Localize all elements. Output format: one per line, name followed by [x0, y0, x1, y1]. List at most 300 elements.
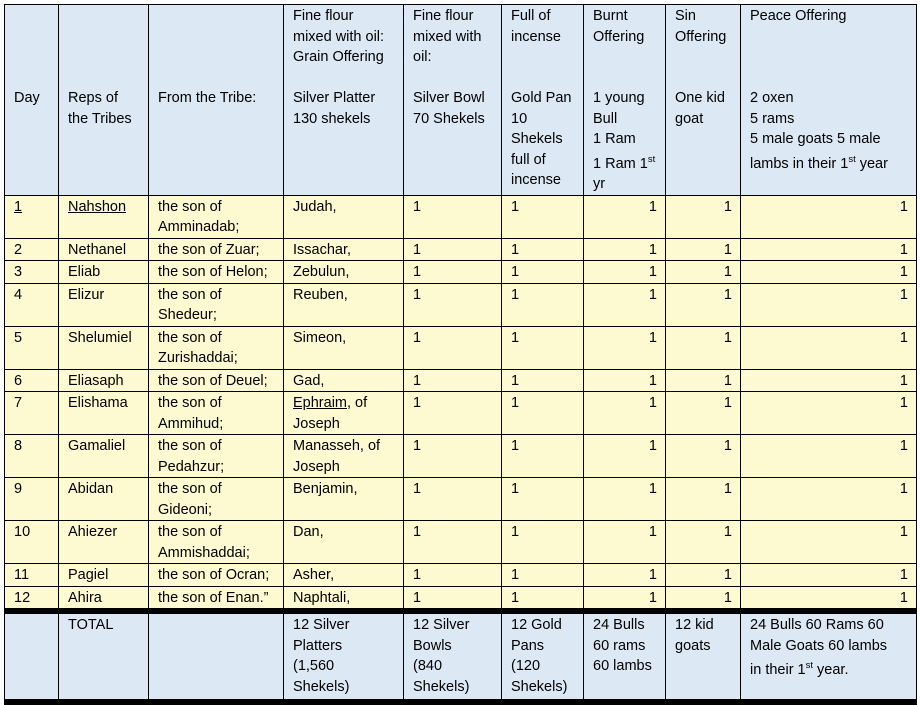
- cell-line: 1: [511, 395, 520, 411]
- cell-line: 1: [648, 567, 657, 583]
- incense-count-cell: [502, 195, 584, 238]
- bowl-count-cell: [404, 326, 502, 369]
- total-peace: 24 Bulls 60 Rams 60 Male Goats 60 lambs in their 1st year.: [741, 611, 917, 702]
- cell-line: [675, 47, 735, 68]
- son-of-cell: [149, 238, 284, 261]
- tribe-cell: [284, 564, 404, 587]
- cell-line: the son of Ocran;: [158, 567, 270, 583]
- rep-name-cell: [59, 521, 149, 564]
- cell-line: 1: [648, 241, 657, 258]
- day-number: 8: [14, 438, 23, 454]
- incense-count-cell: [502, 326, 584, 369]
- tribe-cell: [284, 369, 404, 392]
- offerings-table: [4, 4, 917, 705]
- total-sin: [666, 611, 741, 702]
- cell-line: Amminadab;: [158, 219, 240, 235]
- cell-line: Dan,: [293, 524, 324, 540]
- burnt-count-cell: [584, 261, 666, 284]
- day-number: 5: [14, 329, 23, 346]
- sin-count-cell: [666, 392, 741, 435]
- bowl-count-cell: [404, 369, 502, 392]
- rep-name-cell: [59, 586, 149, 611]
- son-of-cell: [149, 435, 284, 478]
- table-row: [5, 238, 917, 261]
- peace-count-cell: [741, 435, 917, 478]
- burnt-count-cell: [584, 283, 666, 326]
- burnt-count-cell: [584, 369, 666, 392]
- cell-line: Gideoni;: [158, 501, 213, 518]
- cell-line: Simeon,: [293, 329, 347, 346]
- cell-line: 1: [723, 372, 732, 389]
- bowl-count-cell: [404, 195, 502, 238]
- sin-count-cell: [666, 261, 741, 284]
- day-cell: [5, 435, 59, 478]
- cell-line: (1,560: [293, 658, 335, 674]
- table-row: [5, 586, 917, 611]
- day-cell: [5, 261, 59, 284]
- day-number: 4: [14, 286, 23, 303]
- tribe-cell: [284, 586, 404, 611]
- sin-count-cell: [666, 435, 741, 478]
- table-row: [5, 392, 917, 435]
- header-incense: [502, 5, 584, 196]
- cell-line: Sin: [675, 8, 696, 24]
- son-of-cell: [149, 261, 284, 284]
- header-sin: [666, 5, 741, 196]
- cell-line: 1: [899, 524, 908, 540]
- cell-line: the son of: [158, 438, 222, 454]
- rep-name-cell: [59, 392, 149, 435]
- cell-line: 1: [648, 395, 657, 411]
- rep-name-cell: [59, 435, 149, 478]
- cell-line: Zebulun,: [293, 264, 350, 280]
- cell-line: Grain Offering: [293, 49, 384, 65]
- son-of-cell: [149, 392, 284, 435]
- day-number: 12: [14, 589, 31, 606]
- sin-count-cell: [666, 326, 741, 369]
- cell-line: mixed with oil:: [293, 28, 385, 45]
- cell-line: 1: [648, 481, 657, 497]
- table-row: [5, 369, 917, 392]
- bowl-count-cell: [404, 435, 502, 478]
- sin-count-cell: [666, 369, 741, 392]
- tribe-cell: [284, 435, 404, 478]
- total-row: [5, 611, 917, 702]
- peace-count-cell: [741, 521, 917, 564]
- cell-line: goats: [675, 637, 711, 654]
- rep-name: Gamaliel: [68, 438, 126, 454]
- rep-name: Eliasaph: [68, 372, 124, 389]
- cell-line: 1: [413, 241, 422, 258]
- total-bowl: [404, 611, 502, 702]
- cell-line: Gold Pan: [511, 90, 572, 106]
- offerings-table-wrapper: [4, 4, 916, 705]
- rep-name: Elishama: [68, 395, 128, 411]
- header-burnt: Burnt Offering 1 young Bull 1 Ram 1 Ram 1st yr: [584, 5, 666, 196]
- son-of-cell: [149, 369, 284, 392]
- rep-name-cell: [59, 195, 149, 238]
- sin-count-cell: [666, 586, 741, 611]
- cell-line: 12 Silver: [293, 617, 350, 633]
- cell-line: 1: [723, 264, 732, 280]
- rep-name: Ahira: [68, 589, 102, 606]
- cell-line: the son of: [158, 198, 222, 215]
- cell-line: 1: [723, 438, 732, 454]
- incense-count-cell: [502, 261, 584, 284]
- cell-line: 1: [899, 372, 908, 389]
- bowl-count-cell: [404, 261, 502, 284]
- cell-line: 1: [413, 286, 422, 303]
- cell-line: Full of: [511, 8, 551, 24]
- cell-line: 1: [648, 329, 657, 346]
- tribe-cell: [284, 326, 404, 369]
- cell-line: Pans: [511, 637, 545, 654]
- peace-count-cell: [741, 586, 917, 611]
- bowl-count-cell: [404, 521, 502, 564]
- cell-line: Silver Platter: [293, 90, 376, 106]
- cell-line: 1: [648, 264, 657, 280]
- son-of-cell: [149, 521, 284, 564]
- rep-name-cell: [59, 478, 149, 521]
- bowl-count-cell: [404, 238, 502, 261]
- cell-line: 12 Silver: [413, 617, 470, 633]
- cell-line: 1: [511, 198, 520, 215]
- rep-name: Shelumiel: [68, 329, 132, 346]
- cell-line: 1: [723, 481, 732, 497]
- tribe-cell: [284, 478, 404, 521]
- cell-line: 1: [723, 589, 732, 606]
- incense-count-cell: [502, 238, 584, 261]
- incense-count-cell: [502, 564, 584, 587]
- cell-line: 12 kid: [675, 617, 714, 633]
- cell-line: 1: [413, 372, 422, 389]
- total-grain: [284, 611, 404, 702]
- day-cell: [5, 238, 59, 261]
- tribe-link: Ephraim: [293, 395, 347, 411]
- rep-name: Eliab: [68, 264, 101, 280]
- rep-name-cell: [59, 564, 149, 587]
- cell-line: 1: [511, 481, 520, 497]
- rep-name: Nethanel: [68, 241, 127, 258]
- burnt-count-cell: [584, 521, 666, 564]
- burnt-count-cell: [584, 238, 666, 261]
- cell-line: goat: [675, 110, 704, 127]
- cell-line: Joseph: [293, 458, 340, 475]
- cell-line: Ammihud;: [158, 415, 224, 432]
- header-grain: [284, 5, 404, 196]
- peace-count-cell: [741, 369, 917, 392]
- peace-count-cell: [741, 478, 917, 521]
- cell-line: 1: [413, 264, 422, 280]
- cell-line: 1: [899, 286, 908, 303]
- rep-name: Elizur: [68, 286, 105, 303]
- rep-name: Nahshon: [68, 198, 127, 215]
- burnt-count-cell: [584, 564, 666, 587]
- bowl-count-cell: [404, 586, 502, 611]
- day-cell: [5, 195, 59, 238]
- cell-line: 1: [648, 372, 657, 389]
- tribe-cell: [284, 261, 404, 284]
- cell-line: Asher,: [293, 567, 335, 583]
- peace-count-cell: [741, 564, 917, 587]
- day-cell: [5, 392, 59, 435]
- incense-count-cell: [502, 392, 584, 435]
- cell-line: the son of Helon;: [158, 264, 268, 280]
- cell-line: [293, 393, 398, 414]
- cell-line: 1: [723, 241, 732, 258]
- sin-count-cell: [666, 195, 741, 238]
- rep-name-cell: [59, 326, 149, 369]
- cell-line: 1: [648, 524, 657, 540]
- burnt-count-cell: [584, 435, 666, 478]
- peace-count-cell: [741, 238, 917, 261]
- cell-line: Silver Bowl: [413, 90, 485, 106]
- cell-line: Shekels: [511, 131, 563, 147]
- day-cell: [5, 326, 59, 369]
- son-of-cell: [149, 195, 284, 238]
- cell-line: 1: [899, 589, 908, 606]
- burnt-count-cell: [584, 586, 666, 611]
- day-number: 3: [14, 264, 23, 280]
- cell-line: Offering: [675, 28, 727, 45]
- tribe-cell: [284, 521, 404, 564]
- peace-count-cell: [741, 261, 917, 284]
- cell-line: 1: [648, 198, 657, 215]
- cell-line: Judah,: [293, 198, 337, 215]
- table-row: [5, 261, 917, 284]
- cell-line: oil:: [413, 49, 432, 65]
- total-incense: [502, 611, 584, 702]
- cell-line: 1: [648, 589, 657, 606]
- cell-line: the son of: [158, 395, 222, 411]
- tribe-cell: [284, 238, 404, 261]
- cell-line: [511, 47, 578, 68]
- incense-count-cell: [502, 586, 584, 611]
- cell-line: mixed with: [413, 28, 482, 45]
- table-row: [5, 564, 917, 587]
- cell-line: the son of Enan.”: [158, 589, 269, 606]
- cell-line: 1: [413, 395, 422, 411]
- cell-line: 1: [511, 567, 520, 583]
- rep-name: Ahiezer: [68, 524, 118, 540]
- cell-line: the son of: [158, 286, 222, 303]
- table-row: [5, 521, 917, 564]
- cell-line: 10: [511, 110, 528, 127]
- cell-line: Shekels): [293, 678, 350, 695]
- day-cell: [5, 521, 59, 564]
- cell-line: (840: [413, 658, 443, 674]
- day-cell: [5, 564, 59, 587]
- cell-line: 60 lambs: [593, 658, 652, 674]
- cell-line: Joseph: [293, 415, 340, 432]
- cell-line: 1: [648, 286, 657, 303]
- cell-line: 1: [899, 241, 908, 258]
- cell-line: 1: [511, 524, 520, 540]
- cell-line: [511, 68, 578, 89]
- day-cell: [5, 369, 59, 392]
- peace-count-cell: [741, 283, 917, 326]
- sin-count-cell: [666, 478, 741, 521]
- bowl-count-cell: [404, 564, 502, 587]
- rep-name: Pagiel: [68, 567, 109, 583]
- cell-line: Issachar,: [293, 241, 352, 258]
- incense-count-cell: [502, 435, 584, 478]
- cell-line: 1: [899, 481, 908, 497]
- rep-name-cell: [59, 369, 149, 392]
- day-number: 1: [14, 198, 23, 215]
- burnt-count-cell: [584, 392, 666, 435]
- son-of-cell: [149, 586, 284, 611]
- sin-count-cell: [666, 238, 741, 261]
- cell-line: the son of: [158, 481, 222, 497]
- incense-count-cell: [502, 521, 584, 564]
- cell-line: Bowls: [413, 637, 452, 654]
- cell-line: Pedahzur;: [158, 458, 225, 475]
- cell-line: 1: [413, 329, 422, 346]
- header-day: Day: [5, 5, 59, 196]
- burnt-count-cell: [584, 478, 666, 521]
- cell-line: 130 shekels: [293, 110, 371, 127]
- cell-line: Ammishaddai;: [158, 544, 250, 561]
- peace-count-cell: [741, 392, 917, 435]
- sin-count-cell: [666, 521, 741, 564]
- cell-line: 24 Bulls: [593, 617, 645, 633]
- table-row: [5, 326, 917, 369]
- rep-name-cell: [59, 283, 149, 326]
- son-of-cell: [149, 326, 284, 369]
- sin-count-cell: [666, 283, 741, 326]
- day-cell: [5, 586, 59, 611]
- cell-line: [413, 68, 496, 89]
- bowl-count-cell: [404, 478, 502, 521]
- cell-line: 1: [648, 438, 657, 454]
- cell-line: 1: [723, 567, 732, 583]
- rep-name-cell: [59, 261, 149, 284]
- cell-line: One kid: [675, 90, 725, 106]
- cell-line: Zurishaddai;: [158, 350, 238, 366]
- cell-line: Fine flour: [293, 8, 354, 24]
- header-row: [5, 5, 917, 196]
- bowl-count-cell: [404, 392, 502, 435]
- cell-line: 1: [511, 241, 520, 258]
- cell-line: 60 rams: [593, 637, 646, 654]
- burnt-count-cell: [584, 195, 666, 238]
- total-tribe-cell: [149, 611, 284, 702]
- cell-line: 1: [899, 264, 908, 280]
- peace-count-cell: [741, 326, 917, 369]
- cell-line: 1: [511, 286, 520, 303]
- tribe-cell: [284, 392, 404, 435]
- cell-line: 1: [511, 264, 520, 280]
- cell-line: Fine flour: [413, 8, 474, 24]
- rep-name-cell: [59, 238, 149, 261]
- total-label: TOTAL: [59, 611, 149, 702]
- cell-line: 1: [899, 329, 908, 346]
- total-burnt: [584, 611, 666, 702]
- header-peace: Peace Offering 2 oxen 5 rams 5 male goats 5 male lambs in their 1st year: [741, 5, 917, 196]
- burnt-count-cell: [584, 326, 666, 369]
- cell-line: 1: [899, 438, 908, 454]
- cell-line: Platters: [293, 637, 343, 654]
- tribe-suffix: , of: [347, 395, 368, 411]
- day-number: 7: [14, 395, 23, 411]
- day-cell: [5, 283, 59, 326]
- cell-line: Reuben,: [293, 286, 348, 303]
- cell-line: 70 Shekels: [413, 110, 485, 127]
- header-tribe: From the Tribe:: [149, 5, 284, 196]
- cell-line: Gad,: [293, 372, 325, 389]
- day-number: 10: [14, 524, 31, 540]
- day-cell: [5, 478, 59, 521]
- cell-line: 1: [723, 286, 732, 303]
- cell-line: (120: [511, 658, 541, 674]
- rep-name: Abidan: [68, 481, 114, 497]
- tribe-cell: [284, 195, 404, 238]
- cell-line: incense: [511, 28, 561, 45]
- cell-line: [293, 68, 398, 89]
- cell-line: 1: [899, 395, 908, 411]
- total-day-cell: [5, 611, 59, 702]
- cell-line: Shedeur;: [158, 307, 217, 323]
- cell-line: 1: [413, 567, 422, 583]
- cell-line: the son of Zuar;: [158, 241, 260, 258]
- cell-line: 1: [413, 589, 422, 606]
- cell-line: the son of: [158, 524, 222, 540]
- bowl-count-cell: [404, 283, 502, 326]
- cell-line: 1: [413, 524, 422, 540]
- cell-line: 1: [511, 438, 520, 454]
- header-bowl: [404, 5, 502, 196]
- peace-count-cell: [741, 195, 917, 238]
- cell-line: 1: [899, 198, 908, 215]
- cell-line: Benjamin,: [293, 481, 358, 497]
- son-of-cell: [149, 283, 284, 326]
- day-number: 9: [14, 481, 23, 497]
- cell-line: the son of: [158, 329, 222, 346]
- tribe-cell: [284, 283, 404, 326]
- cell-line: full of: [511, 151, 546, 168]
- cell-line: 1: [413, 198, 422, 215]
- cell-line: 1: [413, 438, 422, 454]
- sin-count-cell: [666, 564, 741, 587]
- day-number: 6: [14, 372, 23, 389]
- cell-line: 1: [723, 524, 732, 540]
- cell-line: 1: [413, 481, 422, 497]
- cell-line: 1: [511, 589, 520, 606]
- cell-line: Naphtali,: [293, 589, 351, 606]
- table-row: [5, 283, 917, 326]
- cell-line: 1: [723, 395, 732, 411]
- cell-line: 1: [511, 372, 520, 389]
- header-reps: Reps of the Tribes: [59, 5, 149, 196]
- cell-line: 1: [899, 567, 908, 583]
- incense-count-cell: [502, 283, 584, 326]
- cell-line: Shekels): [511, 678, 568, 695]
- table-row: [5, 195, 917, 238]
- cell-line: [675, 68, 735, 89]
- son-of-cell: [149, 564, 284, 587]
- cell-line: Manasseh, of: [293, 438, 381, 454]
- son-of-cell: [149, 478, 284, 521]
- day-number: 2: [14, 241, 23, 258]
- table-row: [5, 478, 917, 521]
- cell-line: Shekels): [413, 678, 470, 695]
- cell-line: incense: [511, 172, 561, 188]
- incense-count-cell: [502, 369, 584, 392]
- cell-line: the son of Deuel;: [158, 372, 268, 389]
- cell-line: 1: [511, 329, 520, 346]
- cell-line: 1: [723, 198, 732, 215]
